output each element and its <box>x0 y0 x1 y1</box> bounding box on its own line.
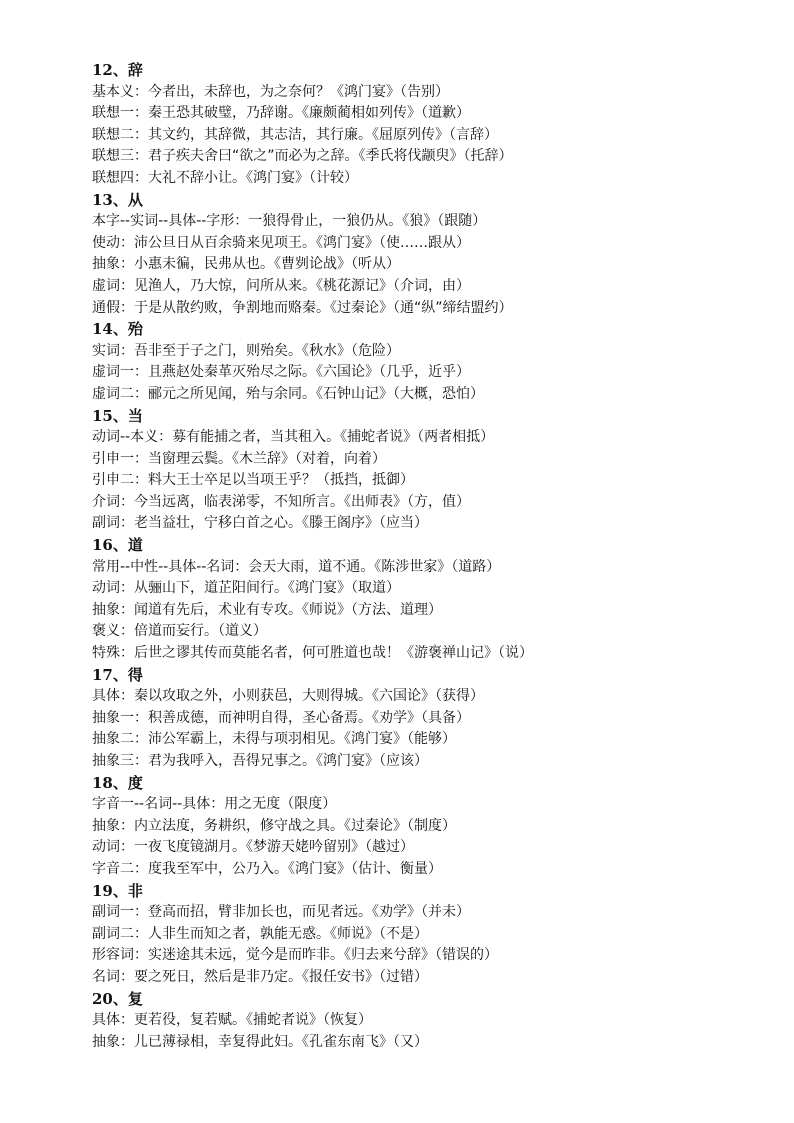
entry-line: 联想二：其文约，其辞微，其志洁，其行廉。《屈原列传》（言辞） <box>92 126 498 143</box>
entry-line: 本字--实词--具体--字形：一狼得骨止，一狼仍从。《狼》（跟随） <box>92 213 487 230</box>
entry-line: 联想四：大礼不辞小让。《鸿门宴》（计较） <box>92 169 358 186</box>
entry-line: 介词：今当远离，临表涕零，不知所言。《出师表》（方，值） <box>92 493 470 510</box>
entry-line: 形容词：实迷途其未远，觉今是而昨非。《归去来兮辞》（错误的） <box>92 947 498 964</box>
entry-line: 常用--中性--具体--名词：会天大雨，道不通。《陈涉世家》（道路） <box>92 558 501 575</box>
entry-line: 基本义：今者出，未辞也，为之奈何？《鸿门宴》（告别） <box>92 83 449 100</box>
entry-line: 特殊：后世之谬其传而莫能名者，何可胜道也哉！《游褒禅山记》（说） <box>92 645 533 662</box>
entry-line: 动词--本义：募有能捕之者，当其租入。《捕蛇者说》（两者相抵） <box>92 429 495 446</box>
entry-section <box>92 406 772 536</box>
entry-line: 抽象：儿已薄禄相，幸复得此妇。《孔雀东南飞》（又） <box>92 1033 428 1050</box>
entry-line: 抽象三：君为我呼入，吾得兄事之。《鸿门宴》（应该） <box>92 753 428 769</box>
entry-line: 具体：秦以攻取之外，小则获邑，大则得城。《六国论》（获得） <box>92 688 484 705</box>
section-heading: 19、非 <box>92 881 143 900</box>
entry-line: 名词：要之死日，然后是非乃定。《报任安书》（过错） <box>92 968 428 985</box>
entry-section <box>92 989 772 1054</box>
section-heading: 12、辞 <box>92 61 143 79</box>
entry-line: 引申一：当窗理云鬓。《木兰辞》（对着，向着） <box>92 450 386 467</box>
section-heading: 20、复 <box>92 989 143 1008</box>
entry-line: 动词：一夜飞度镜湖月。《梦游天姥吟留别》（越过） <box>92 839 414 856</box>
entry-line: 副词：老当益壮，宁移白首之心。《滕王阁序》（应当） <box>92 515 428 532</box>
entry-line: 动词：从骊山下，道芷阳间行。《鸿门宴》（取道） <box>92 580 400 597</box>
entry-line: 抽象：闻道有先后，术业有专攻。《师说》（方法、道理） <box>92 601 442 618</box>
entry-line: 虚词二：郦元之所见闻，殆与余同。《石钟山记》（大概，恐怕） <box>92 385 484 402</box>
document-body <box>92 60 772 1053</box>
entry-section <box>92 60 772 190</box>
entry-line: 褒义：倍道而妄行。（道义） <box>92 623 267 640</box>
entry-line: 联想三：君子疾夫舍曰“欲之”而必为之辞。《季氏将伐颛臾》（托辞） <box>92 148 513 165</box>
section-heading: 13、从 <box>92 190 143 209</box>
entry-line: 虚词：见渔人，乃大惊，问所从来。《桃花源记》（介词，由） <box>92 277 470 294</box>
entry-line: 实词：吾非至于子之门，则殆矣。《秋水》（危险） <box>92 342 400 359</box>
entry-line: 使动：沛公旦日从百余骑来见项王。《鸿门宴》（使……跟从） <box>92 234 470 251</box>
entry-section <box>92 319 772 405</box>
section-heading: 14、殆 <box>92 320 143 339</box>
entry-line: 联想一：秦王恐其破璧，乃辞谢。《廉颇蔺相如列传》（道歉） <box>92 105 470 122</box>
entry-line: 字音二：度我至军中，公乃入。《鸿门宴》（估计、衡量） <box>92 860 442 877</box>
entry-line: 引申二：料大王士卒足以当项王乎？（抵挡，抵御） <box>92 472 414 489</box>
document-page <box>92 60 772 1053</box>
entry-section <box>92 665 772 773</box>
entry-line: 抽象：小惠未徧，民弗从也。《曹刿论战》（听从） <box>92 256 400 273</box>
entry-section <box>92 535 772 665</box>
entry-line: 抽象：内立法度，务耕织，修守战之具。《过秦论》（制度） <box>92 817 456 834</box>
entry-section <box>92 881 772 989</box>
section-heading: 16、道 <box>92 536 143 555</box>
entry-line: 副词一：登高而招，臂非加长也，而见者远。《劝学》（并未） <box>92 904 470 921</box>
entry-line: 字音一--名词--具体：用之无度（限度） <box>92 796 337 813</box>
entry-line: 副词二：人非生而知之者，孰能无惑。《师说》（不是） <box>92 925 428 942</box>
entry-section <box>92 773 772 881</box>
section-heading: 18、度 <box>92 773 143 792</box>
section-heading: 17、得 <box>92 665 143 684</box>
entry-line: 通假：于是从散约败，争割地而赂秦。《过秦论》（通“纵”缔结盟约） <box>92 299 513 316</box>
entry-line: 抽象一：积善成德，而神明自得，圣心备焉。《劝学》（具备） <box>92 709 470 726</box>
section-heading: 15、当 <box>92 406 143 425</box>
entry-line: 具体：更若役，复若赋。《捕蛇者说》（恢复） <box>92 1012 372 1029</box>
entry-section <box>92 190 772 320</box>
entry-line: 抽象二：沛公军霸上，未得与项羽相见。《鸿门宴》（能够） <box>92 731 456 748</box>
entry-line: 虚词一：且燕赵处秦革灭殆尽之际。《六国论》（几乎，近乎） <box>92 364 470 381</box>
